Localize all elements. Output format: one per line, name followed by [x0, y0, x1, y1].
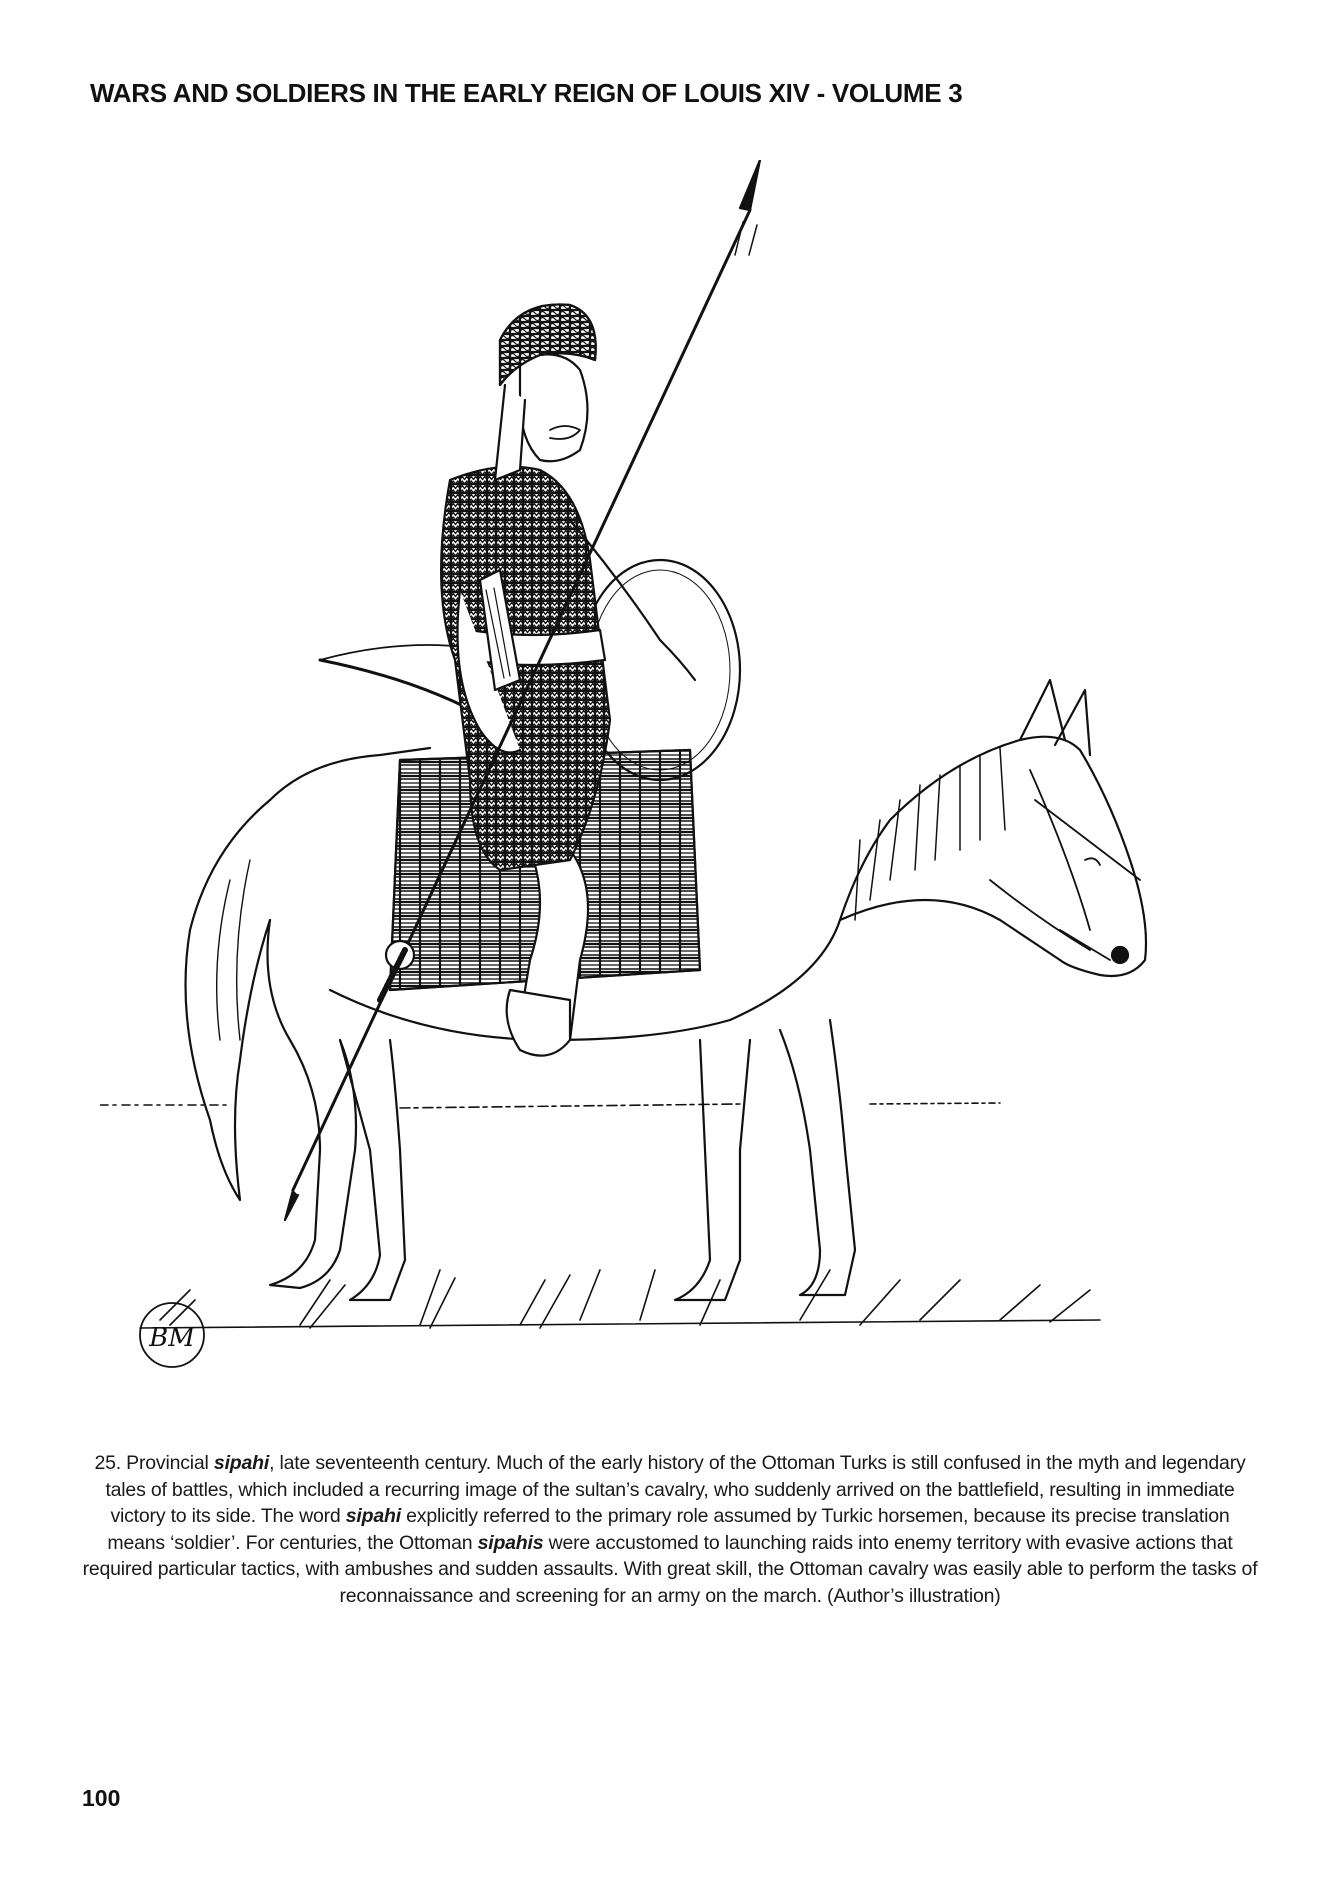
- figure-caption: [80, 1450, 1260, 1609]
- svg-text:BM: BM: [149, 1323, 195, 1353]
- page-number: 100: [82, 1785, 121, 1811]
- running-header: WARS AND SOLDIERS IN THE EARLY REIGN OF LOUIS XIV - VOLUME 3: [90, 78, 963, 108]
- caption-term: sipahi: [345, 1505, 401, 1527]
- grass-ground: [100, 1103, 1100, 1328]
- caption-text: explicitly referred to the primary role assumed by Turkic horsemen, because its precise translation means ‘soldier’. For centuries, the Ottoman: [107, 1505, 1230, 1554]
- caption-text: 25. Provincial: [94, 1452, 214, 1474]
- caption-term: sipahi: [213, 1452, 270, 1474]
- caption-term: sipahis: [477, 1531, 544, 1554]
- caption-text: were accustomed to launching raids into enemy territory with evasive actions that required particular tactics, with ambushes and sudden assaults. With great skill, the Ottoman cavalry was easily able to perform the tasks of reconnaissance and screening for an army on the march. (Author’s illustration): [82, 1531, 1258, 1607]
- sipahi-illustration: [100, 160, 1250, 1390]
- artist-monogram: [140, 1303, 204, 1367]
- caption-text: , late seventeenth century. Much of the early history of the Ottoman Turks is still confused in the myth and legendary tales of battles, which included a recurring image of the sultan’s cavalry, who suddenly arrived on the battlefield, resulting in immediate victory to its side. The word: [105, 1452, 1246, 1527]
